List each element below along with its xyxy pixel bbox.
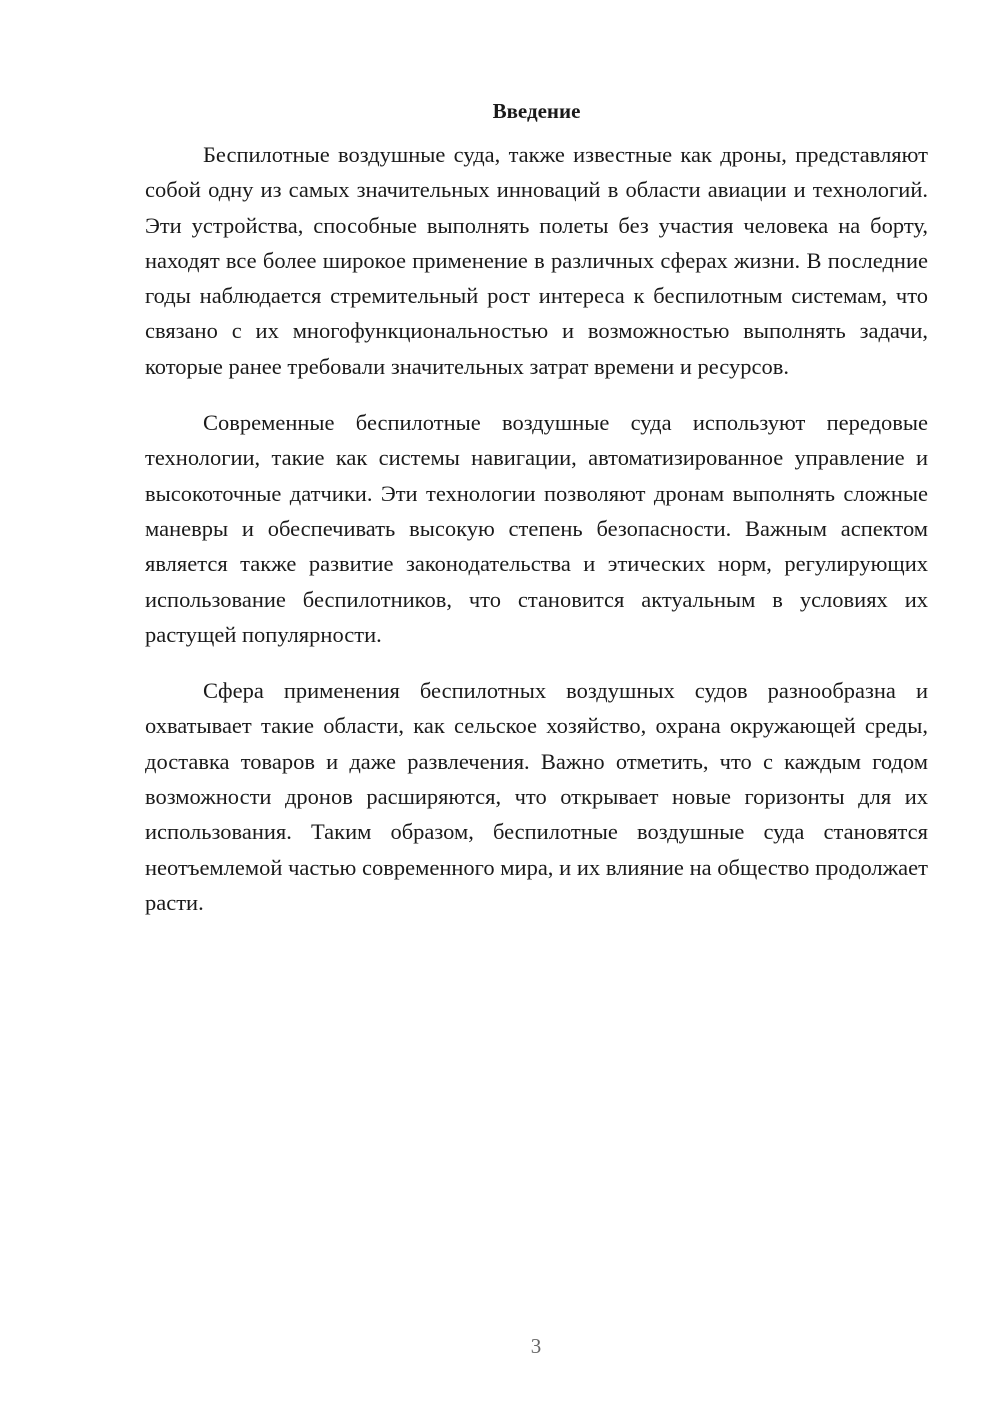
paragraph-3: Сфера применения беспилотных воздушных судов разнообразна и охватывает такие области, как сельское хозяйство, охрана окружающей среды, доставка товаров и даже развлечения. Важно отметить, что с каждым годом возможности дронов расширяются, что открывает новые горизонты для их использования. Таким образом, беспилотные воздушные суда становятся неотъемлемой частью современного мира, и их влияние на общество продолжает расти. (145, 678, 928, 915)
paragraph-2: Современные беспилотные воздушные суда используют передовые технологии, такие как системы навигации, автоматизированное управление и высокоточные датчики. Эти технологии позволяют дронам выполнять сложные маневры и обеспечивать высокую степень безопасности. Важным аспектом является также развитие законодательства и этических норм, регулирующих использование беспилотников, что становится актуальным в условиях их растущей популярности. (145, 410, 928, 647)
page-content (145, 94, 928, 941)
section-heading: Введение (492, 99, 581, 123)
page-number: 3 (530, 1334, 542, 1358)
paragraph-1: Беспилотные воздушные суда, также известные как дроны, представляют собой одну из самых значительных инноваций в области авиации и технологий. Эти устройства, способные выполнять полеты без участия человека на борту, находят все более широкое применение в различных сферах жизни. В последние годы наблюдается стремительный рост интереса к беспилотным системам, что связано с их многофункциональностью и возможностью выполнять задачи, которые ранее требовали значительных затрат времени и ресурсов. (145, 142, 928, 379)
